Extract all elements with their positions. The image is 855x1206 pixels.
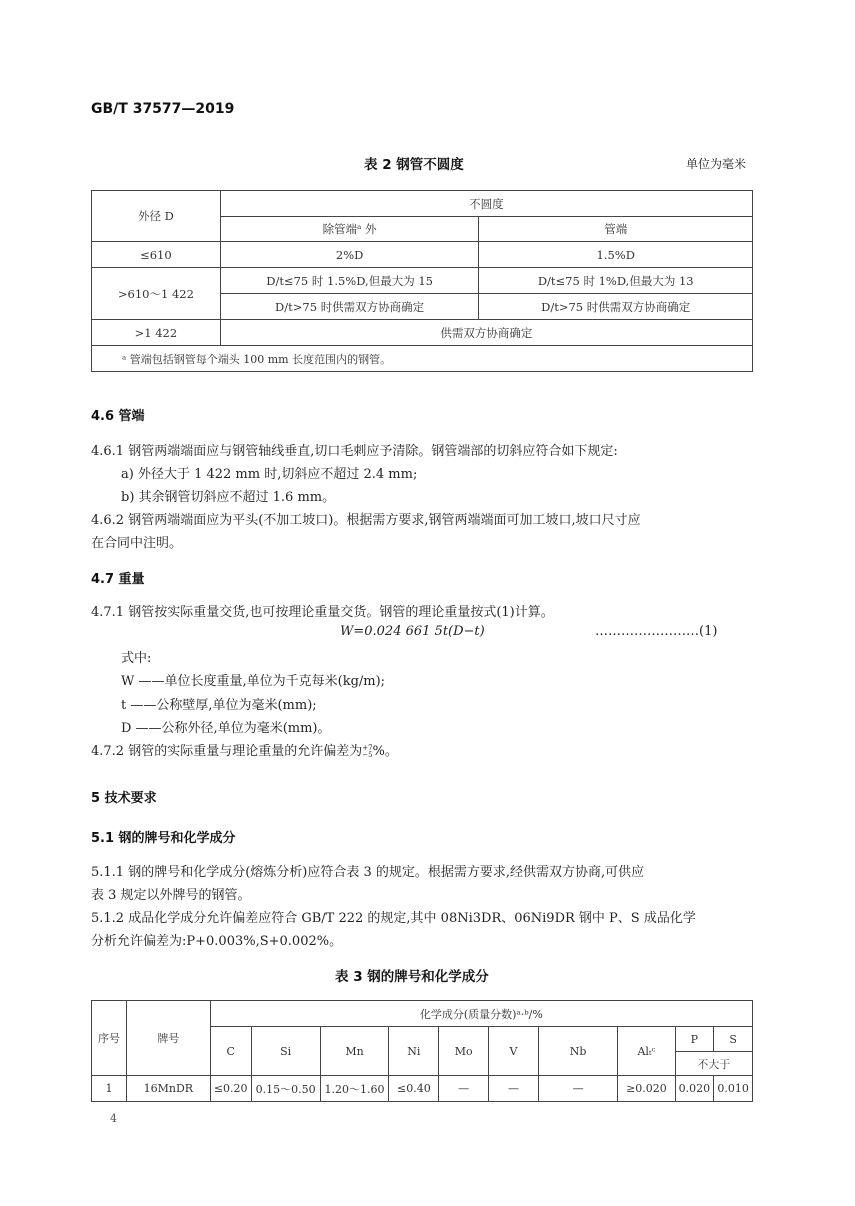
table2-footnote: ᵃ 管端包括钢管每个端头 100 mm 长度范围内的钢管。 — [92, 346, 753, 372]
cell: — — [538, 1076, 617, 1102]
variable-t: t ——公称壁厚,单位为毫米(mm); — [121, 698, 317, 713]
para-4-6-1: 4.6.1 钢管两端端面应与钢管轴线垂直,切口毛刺应予清除。钢管端部的切斜应符合如下规定: — [91, 444, 618, 459]
cell-body: D/t≤75 时 1.5%D,但最大为 15 — [220, 268, 479, 294]
header-element: S — [714, 1027, 753, 1052]
cell: 0.15～0.50 — [251, 1076, 320, 1102]
table3 — [91, 1000, 753, 1102]
header-element: Ni — [389, 1027, 439, 1076]
variable-w: W ——单位长度重量,单位为千克每米(kg/m); — [121, 674, 386, 689]
formula: W=0.024 661 5t(D−t) — [340, 624, 485, 639]
para-5-1-1: 5.1.1 钢的牌号和化学成分(熔炼分析)应符合表 3 的规定。根据需方要求,经供需双方协商,可供应 — [91, 865, 645, 880]
para-5-1-2-cont: 分析允许偏差为:P+0.003%,S+0.002%。 — [91, 934, 343, 949]
heading-5: 5 技术要求 — [91, 791, 157, 806]
cell: — — [489, 1076, 539, 1102]
cell: ≤0.20 — [210, 1076, 251, 1102]
cell: 1 — [92, 1076, 127, 1102]
cell: — — [439, 1076, 489, 1102]
cell: ≤0.40 — [389, 1076, 439, 1102]
cell: 0.010 — [714, 1076, 753, 1102]
header-not-more: 不大于 — [675, 1052, 752, 1076]
header-ovality: 不圆度 — [220, 191, 752, 217]
cell: 16MnDR — [126, 1076, 210, 1102]
cell-merged: 供需双方协商确定 — [220, 320, 752, 346]
cell: 0.020 — [675, 1076, 714, 1102]
cell: ≥0.020 — [618, 1076, 675, 1102]
tolerance-upper: +7 — [362, 743, 373, 752]
header-end: 管端 — [479, 217, 753, 242]
heading-4-6: 4.6 管端 — [91, 409, 145, 424]
para-5-1-1-cont: 表 3 规定以外牌号的钢管。 — [91, 888, 251, 903]
para-4-7-1: 4.7.1 钢管按实际重量交货,也可按理论重量交货。钢管的理论重量按式(1)计算。 — [91, 605, 554, 620]
table3-caption: 表 3 钢的牌号和化学成分 — [335, 969, 489, 985]
formula-number: ……………………(1) — [595, 624, 718, 639]
variable-d: D ——公称外径,单位为毫米(mm)。 — [121, 721, 331, 736]
cell-body: D/t>75 时供需双方协商确定 — [220, 294, 479, 320]
heading-4-7: 4.7 重量 — [91, 572, 145, 587]
header-element: Si — [251, 1027, 320, 1076]
header-element: Nb — [538, 1027, 617, 1076]
header-no: 序号 — [92, 1001, 127, 1076]
para-4-7-2-text: 4.7.2 钢管的实际重量与理论重量的允许偏差为 — [91, 744, 363, 759]
header-except-end: 除管端ᵃ 外 — [220, 217, 479, 242]
heading-5-1: 5.1 钢的牌号和化学成分 — [91, 831, 236, 846]
where-label: 式中: — [121, 651, 152, 666]
header-element: V — [489, 1027, 539, 1076]
para-4-6-2: 4.6.2 钢管两端端面应为平头(不加工坡口)。根据需方要求,钢管两端端面可加工坡口,坡口尺寸应 — [91, 513, 641, 528]
header-element: Mo — [439, 1027, 489, 1076]
table2-unit: 单位为毫米 — [686, 157, 747, 171]
cell-end: D/t≤75 时 1%D,但最大为 13 — [479, 268, 753, 294]
header-element: Alₜᶜ — [618, 1027, 675, 1076]
table2 — [91, 190, 753, 372]
cell-body: 2%D — [220, 242, 479, 268]
cell-od: >610～1 422 — [92, 268, 221, 320]
tolerance-unit: %。 — [372, 744, 398, 759]
para-4-7-2 — [91, 740, 398, 759]
list-item-a: a) 外径大于 1 422 mm 时,切斜应不超过 2.4 mm; — [121, 467, 418, 482]
header-grade: 牌号 — [126, 1001, 210, 1076]
tolerance — [362, 745, 372, 759]
para-4-6-2-cont: 在合同中注明。 — [91, 536, 183, 551]
cell-end: D/t>75 时供需双方协商确定 — [479, 294, 753, 320]
para-5-1-2: 5.1.2 成品化学成分允许偏差应符合 GB/T 222 的规定,其中 08Ni3DR、06Ni9DR 钢中 P、S 成品化学 — [91, 911, 696, 926]
cell-end: 1.5%D — [479, 242, 753, 268]
page-number: 4 — [110, 1112, 117, 1125]
standard-number: GB/T 37577—2019 — [91, 101, 235, 117]
cell: 1.20～1.60 — [320, 1076, 389, 1102]
list-item-b: b) 其余钢管切斜应不超过 1.6 mm。 — [121, 490, 336, 505]
tolerance-lower: −5 — [362, 750, 373, 759]
header-outer-diameter: 外径 D — [92, 191, 221, 242]
header-element: C — [210, 1027, 251, 1076]
cell-od: >1 422 — [92, 320, 221, 346]
cell-od: ≤610 — [92, 242, 221, 268]
header-element: Mn — [320, 1027, 389, 1076]
header-chem: 化学成分(质量分数)ᵃ·ᵇ/% — [210, 1001, 752, 1027]
table2-caption: 表 2 钢管不圆度 — [364, 157, 464, 173]
header-element: P — [675, 1027, 714, 1052]
